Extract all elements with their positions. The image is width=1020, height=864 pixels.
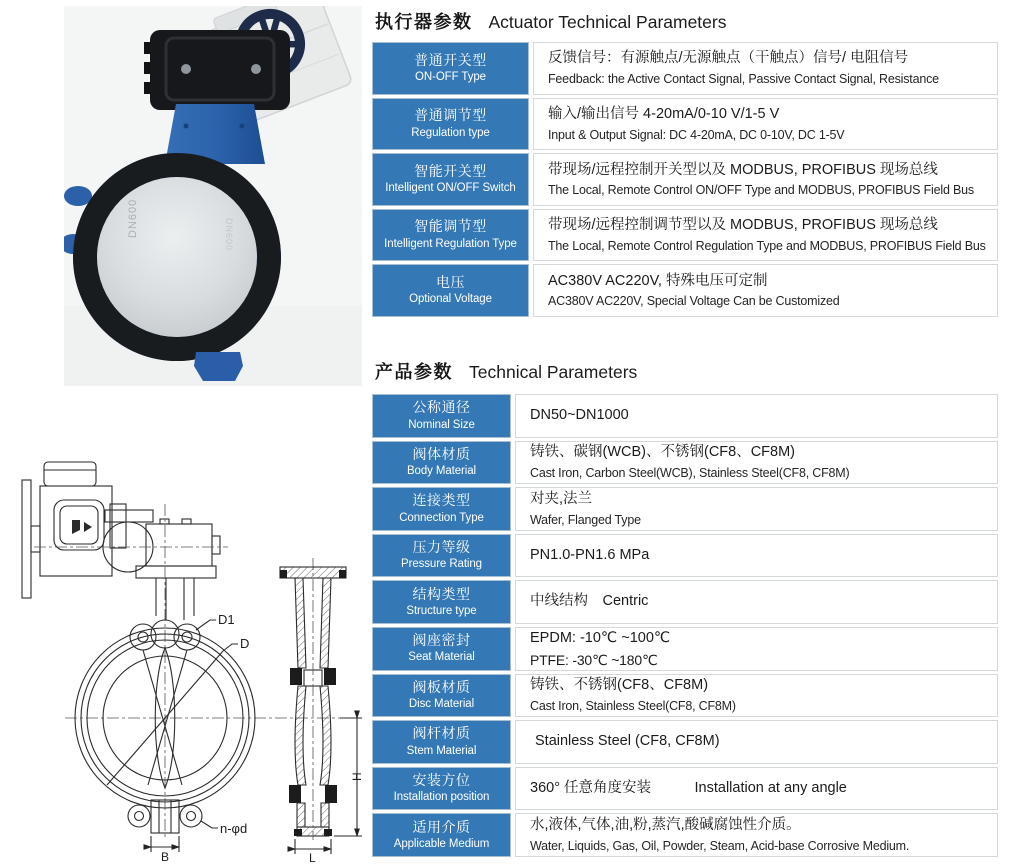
table-row — [372, 394, 998, 438]
product-section-title — [375, 358, 637, 384]
dim-label-nphid: n-φd — [220, 821, 248, 836]
disc-marking-right: DN600 — [224, 218, 234, 252]
row-label: 阀座密封 Seat Material — [372, 627, 511, 671]
dimension-drawing-graphic — [10, 440, 372, 864]
row-value: 铸铁、不锈钢(CF8、CF8M) Cast Iron, Stainless Steel(CF8, CF8M) — [515, 674, 998, 718]
row-value: 360° 任意角度安装 Installation at any angle — [515, 767, 998, 811]
drawing-valve-side — [280, 558, 346, 840]
row-value: 对夹,法兰 Wafer, Flanged Type — [515, 487, 998, 531]
row-value: 铸铁、碳钢(WCB)、不锈钢(CF8、CF8M) Cast Iron, Carbon Steel(WCB), Stainless Steel(CF8, CF8M) — [515, 441, 998, 485]
table-row — [372, 813, 998, 857]
valve-disc — [97, 177, 257, 337]
row-label: 阀板材质 Disc Material — [372, 674, 511, 718]
table-row — [372, 98, 998, 151]
row-value: 带现场/远程控制开关型以及 MODBUS, PROFIBUS 现场总线 The Local, Remote Control ON/OFF Type and MODBUS, PROFIBUS Field Bus — [533, 153, 998, 206]
drawing-actuator — [22, 462, 220, 620]
table-row — [372, 42, 998, 95]
row-value: PN1.0-PN1.6 MPa — [515, 534, 998, 578]
actuator-section-title — [375, 8, 727, 34]
row-label: 智能开关型 Intelligent ON/OFF Switch — [372, 153, 529, 206]
dimension-drawing — [10, 440, 372, 864]
table-row — [372, 153, 998, 206]
table-row — [372, 209, 998, 262]
row-value: 带现场/远程控制调节型以及 MODBUS, PROFIBUS 现场总线 The Local, Remote Control Regulation Type and MODBUS, PROFIBUS Field Bus — [533, 209, 998, 262]
product-table — [372, 394, 998, 857]
actuator-title-zh: 执行器参数 — [375, 12, 473, 32]
row-label: 普通调节型 Regulation type — [372, 98, 529, 151]
table-row — [372, 264, 998, 317]
dim-label-d1: D1 — [218, 612, 235, 627]
row-value: AC380V AC220V, 特殊电压可定制 AC380V AC220V, Special Voltage Can be Customized — [533, 264, 998, 317]
bottom-cover — [194, 352, 243, 381]
table-row — [372, 534, 998, 578]
row-value: DN50~DN1000 — [515, 394, 998, 438]
actuator-table — [372, 42, 998, 317]
row-label: 结构类型 Structure type — [372, 580, 511, 624]
row-label: 连接类型 Connection Type — [372, 487, 511, 531]
row-value: Stainless Steel (CF8, CF8M) — [515, 720, 998, 764]
table-row — [372, 767, 998, 811]
row-label: 安装方位 Installation position — [372, 767, 511, 811]
drawing-dimensions-front — [151, 620, 238, 852]
actuator-title-en: Actuator Technical Parameters — [488, 12, 727, 32]
row-label: 阀杆材质 Stem Material — [372, 720, 511, 764]
dim-label-h: H — [350, 772, 364, 781]
row-label: 压力等级 Pressure Rating — [372, 534, 511, 578]
row-value: EPDM: -10℃ ~100℃ PTFE: -30℃ ~180℃ — [515, 627, 998, 671]
row-label: 阀体材质 Body Material — [372, 441, 511, 485]
dim-label-l: L — [309, 851, 316, 864]
table-row — [372, 720, 998, 764]
dim-label-b: B — [161, 850, 170, 864]
disc-marking: DN600 — [127, 198, 139, 238]
row-value: 中线结构 Centric — [515, 580, 998, 624]
row-value: 水,液体,气体,油,粉,蒸汽,酸碱腐蚀性介质。 Water, Liquids, Gas, Oil, Powder, Steam, Acid-base Corrosive Medium. — [515, 813, 998, 857]
drawing-labels — [161, 612, 364, 864]
table-row — [372, 627, 998, 671]
row-label: 电压 Optional Voltage — [372, 264, 529, 317]
row-label: 适用介质 Applicable Medium — [372, 813, 511, 857]
table-row — [372, 580, 998, 624]
table-row — [372, 674, 998, 718]
table-row — [372, 441, 998, 485]
row-value: 输入/输出信号 4-20mA/0-10 V/1-5 V Input & Output Signal: DC 4-20mA, DC 0-10V, DC 1-5V — [533, 98, 998, 151]
product-title-en: Technical Parameters — [469, 362, 638, 382]
valve-photo-graphic — [64, 6, 362, 386]
valve-photo — [64, 6, 362, 386]
row-label: 公称通径 Nominal Size — [372, 394, 511, 438]
row-value: 反馈信号：有源触点/无源触点（干触点）信号/ 电阻信号 Feedback: the Active Contact Signal, Passive Contact Signal, Resistance — [533, 42, 998, 95]
row-label: 普通开关型 ON-OFF Type — [372, 42, 529, 95]
product-title-zh: 产品参数 — [375, 362, 453, 382]
dim-label-d: D — [240, 636, 250, 651]
gearbox — [144, 30, 290, 110]
table-row — [372, 487, 998, 531]
row-label: 智能调节型 Intelligent Regulation Type — [372, 209, 529, 262]
